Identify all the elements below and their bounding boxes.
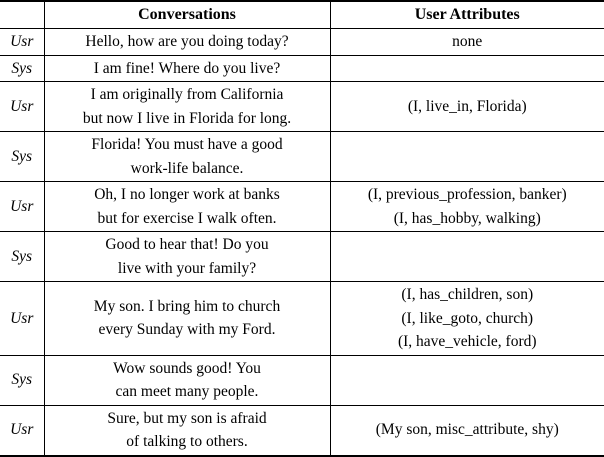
conversation-cell: I am fine! Where do you live? bbox=[44, 55, 330, 82]
header-speaker bbox=[0, 1, 44, 29]
attributes-cell bbox=[330, 232, 604, 282]
attributes-cell bbox=[330, 55, 604, 82]
speaker-cell: Sys bbox=[0, 132, 44, 182]
attributes-cell: (I, has_children, son) (I, like_goto, church) (I, have_vehicle, ford) bbox=[330, 282, 604, 356]
conversation-cell: My son. I bring him to church every Sunday with my Ford. bbox=[44, 282, 330, 356]
speaker-cell: Usr bbox=[0, 182, 44, 232]
table-row bbox=[0, 132, 604, 182]
header-user-attributes: User Attributes bbox=[330, 1, 604, 29]
header-conversations: Conversations bbox=[44, 1, 330, 29]
table-row bbox=[0, 29, 604, 56]
conversation-cell: Wow sounds good! You can meet many people. bbox=[44, 355, 330, 405]
conversation-cell: Oh, I no longer work at banks but for exercise I walk often. bbox=[44, 182, 330, 232]
conversation-cell: Florida! You must have a good work-life balance. bbox=[44, 132, 330, 182]
speaker-cell: Usr bbox=[0, 282, 44, 356]
speaker-cell: Sys bbox=[0, 232, 44, 282]
table-row bbox=[0, 232, 604, 282]
attributes-cell bbox=[330, 355, 604, 405]
speaker-cell: Sys bbox=[0, 55, 44, 82]
table-row bbox=[0, 182, 604, 232]
speaker-cell: Usr bbox=[0, 405, 44, 456]
attributes-cell: (I, live_in, Florida) bbox=[330, 82, 604, 132]
attributes-cell: (My son, misc_attribute, shy) bbox=[375, 421, 559, 439]
table-row bbox=[0, 405, 604, 456]
conversation-cell: Hello, how are you doing today? bbox=[44, 29, 330, 56]
attributes-cell: (I, previous_profession, banker) (I, has_hobby, walking) bbox=[330, 182, 604, 232]
speaker-cell: Usr bbox=[0, 29, 44, 56]
header-row bbox=[0, 1, 604, 29]
attributes-cell bbox=[330, 132, 604, 182]
table-body bbox=[0, 29, 604, 456]
table-row bbox=[0, 55, 604, 82]
attributes-cell: none bbox=[330, 29, 604, 56]
speaker-cell: Sys bbox=[0, 355, 44, 405]
table-row bbox=[0, 282, 604, 356]
table-header bbox=[0, 1, 604, 29]
conversation-cell: Sure, but my son is afraid of talking to others. bbox=[44, 405, 330, 456]
table-row bbox=[0, 355, 604, 405]
conversation-cell: I am originally from California but now I live in Florida for long. bbox=[44, 82, 330, 132]
speaker-cell: Usr bbox=[0, 82, 44, 132]
conversation-cell: Good to hear that! Do you live with your family? bbox=[44, 232, 330, 282]
table-row bbox=[0, 82, 604, 132]
